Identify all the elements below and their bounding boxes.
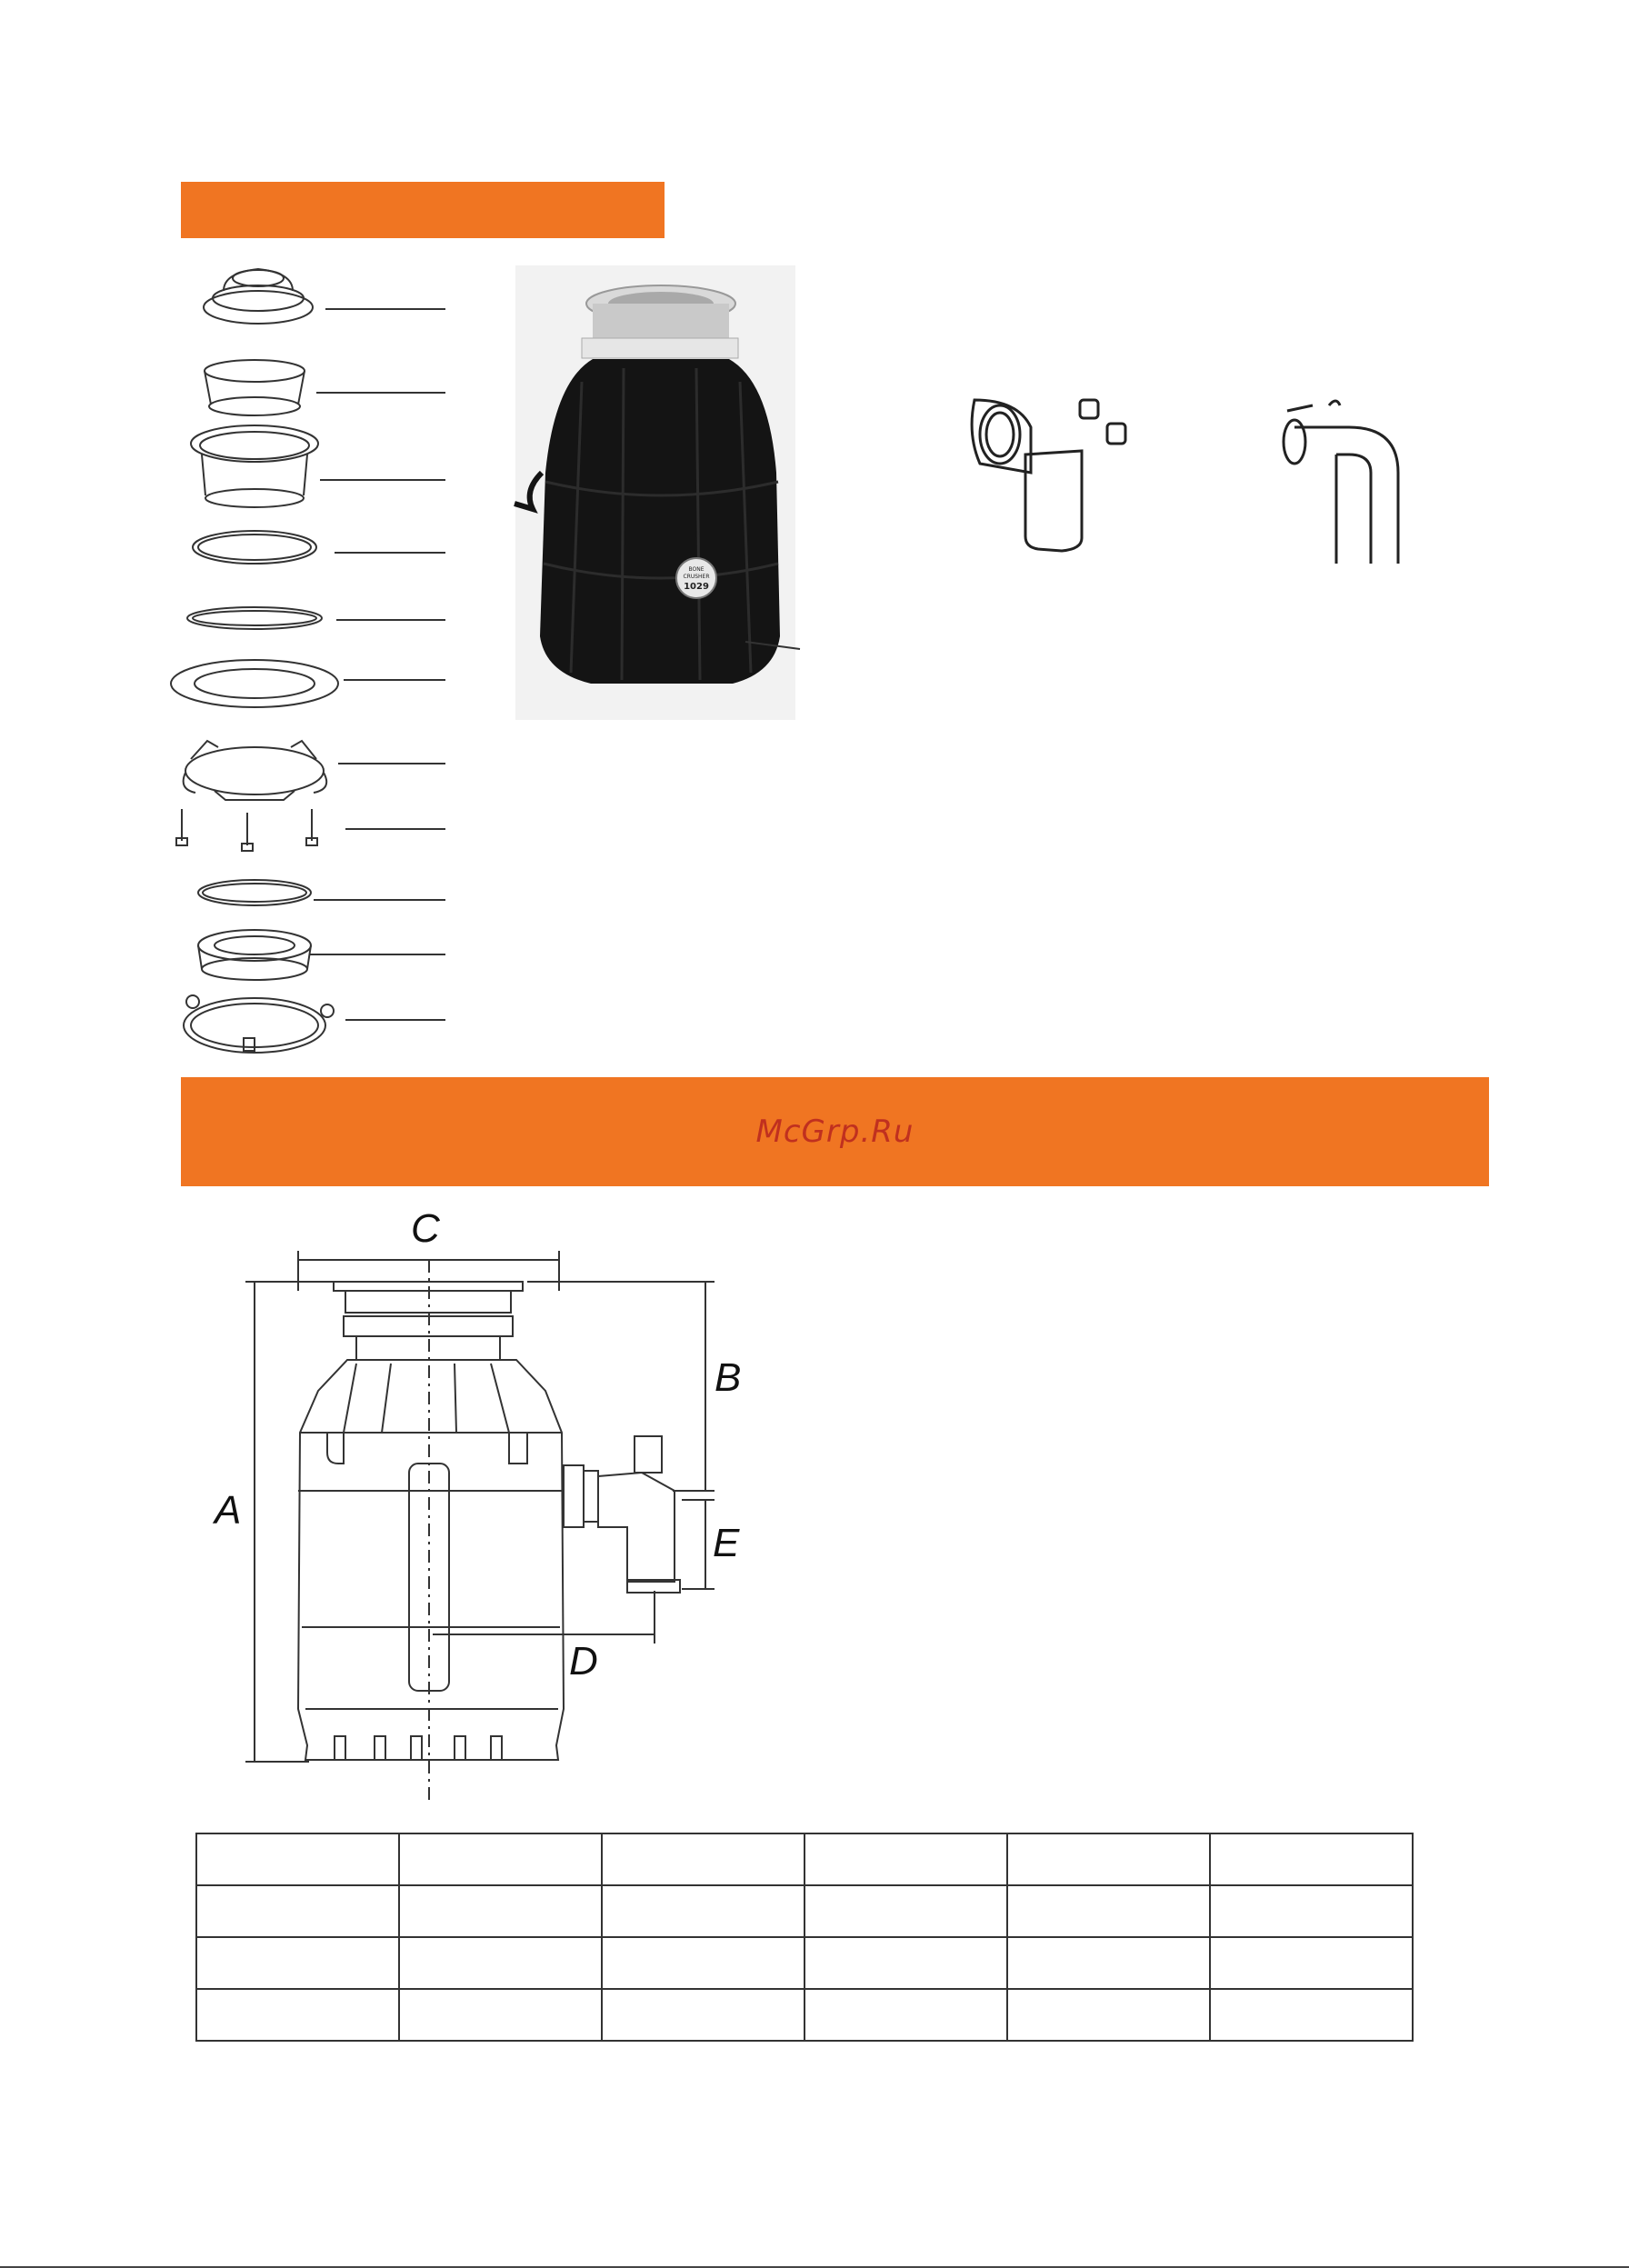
table-cell	[399, 1937, 602, 1989]
table-cell	[1007, 1989, 1210, 2041]
table-cell	[1007, 1885, 1210, 1937]
table-cell	[1007, 1833, 1210, 1885]
table-cell	[399, 1833, 602, 1885]
table-cell	[602, 1989, 805, 2041]
table-cell	[196, 1937, 399, 1989]
dimension-label-d: D	[569, 1639, 598, 1684]
badge-line-1: BONE	[688, 566, 705, 573]
table-cell	[602, 1937, 805, 1989]
table-cell	[805, 1989, 1007, 2041]
dimension-label-b: B	[715, 1355, 742, 1400]
watermark-text: McGrp.Ru	[755, 1114, 914, 1150]
table-cell	[399, 1989, 602, 2041]
table-cell	[1210, 1885, 1413, 1937]
table-cell	[399, 1885, 602, 1937]
table-cell	[196, 1833, 399, 1885]
table-cell	[196, 1989, 399, 2041]
dimension-label-c: C	[411, 1206, 440, 1251]
table-cell	[1210, 1989, 1413, 2041]
table-row	[196, 1937, 1413, 1989]
table-cell	[1210, 1833, 1413, 1885]
badge-line-2: CRUSHER	[683, 574, 710, 580]
table-row	[196, 1885, 1413, 1937]
dimension-label-a: A	[215, 1488, 242, 1533]
table-cell	[805, 1937, 1007, 1989]
table-row	[196, 1989, 1413, 2041]
table-cell	[602, 1885, 805, 1937]
table-row	[196, 1833, 1413, 1885]
table-cell	[196, 1885, 399, 1937]
table-cell	[1007, 1937, 1210, 1989]
table-cell	[1210, 1937, 1413, 1989]
table-cell	[602, 1833, 805, 1885]
table-cell	[805, 1885, 1007, 1937]
badge-line-3: 1029	[684, 582, 709, 592]
dimension-label-e: E	[713, 1521, 740, 1565]
table-cell	[805, 1833, 1007, 1885]
dimensions-table	[195, 1833, 1414, 2042]
